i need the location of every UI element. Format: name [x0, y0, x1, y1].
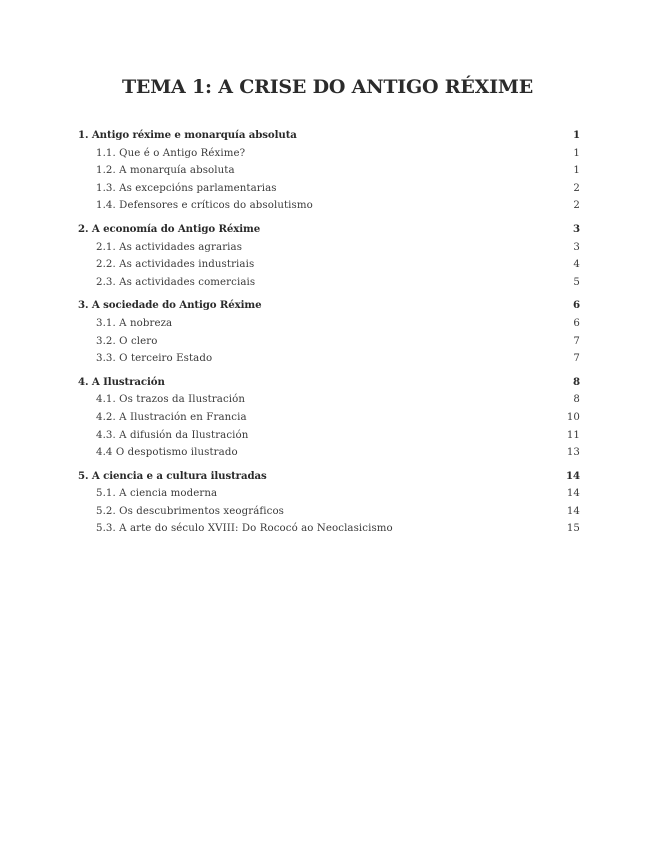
- toc-entry[interactable]: [78, 256, 580, 274]
- toc-entry[interactable]: [78, 180, 580, 198]
- toc-entry[interactable]: [78, 409, 580, 427]
- toc-section-heading[interactable]: [78, 297, 580, 315]
- toc-entry-label: 1.2. A monarquía absoluta: [96, 165, 235, 177]
- toc-section-label: 5. A ciencia e a cultura ilustradas: [78, 469, 267, 482]
- toc-entry-label: 2.1. As actividades agrarias: [96, 241, 243, 253]
- toc-section-heading[interactable]: [78, 127, 580, 145]
- toc-entry-label: 2.2. As actividades industriais: [96, 259, 255, 271]
- toc-entry-label: 1.1. Que é o Antigo Réxime?: [96, 147, 246, 159]
- table-of-contents: [78, 127, 580, 544]
- toc-section-2: [78, 221, 580, 291]
- toc-page-number: 5: [573, 276, 580, 288]
- toc-page-number: 1: [573, 129, 580, 141]
- toc-page-number: 8: [573, 394, 580, 406]
- toc-entry-label: 4.4 O despotismo ilustrado: [96, 447, 238, 459]
- toc-page-number: 1: [573, 147, 580, 159]
- toc-entry-label: 1.4. Defensores e críticos do absolutismo: [96, 200, 313, 212]
- toc-section-5: [78, 468, 580, 538]
- toc-entry[interactable]: [78, 162, 580, 180]
- toc-section-4: [78, 374, 580, 462]
- toc-page-number: 11: [566, 429, 580, 441]
- toc-section-heading[interactable]: [78, 468, 580, 486]
- toc-page-number: 1: [573, 165, 580, 177]
- toc-page-number: 6: [573, 317, 580, 329]
- toc-entry-label: 4.1. Os trazos da Ilustración: [96, 394, 246, 406]
- toc-entry[interactable]: [78, 503, 580, 521]
- toc-entry[interactable]: [78, 427, 580, 445]
- toc-page-number: 14: [566, 488, 580, 500]
- toc-section-heading[interactable]: [78, 374, 580, 392]
- toc-page-number: 13: [566, 447, 580, 459]
- toc-page-number: 3: [573, 241, 580, 253]
- toc-page-number: 7: [573, 353, 580, 365]
- toc-entry[interactable]: [78, 315, 580, 333]
- toc-section-label: 1. Antigo réxime e monarquía absoluta: [78, 129, 297, 141]
- toc-entry-label: 3.2. O clero: [96, 335, 158, 347]
- toc-section-label: 4. A Ilustración: [78, 375, 165, 388]
- toc-entry-label: 2.3. As actividades comerciais: [96, 276, 256, 288]
- toc-section-label: 2. A economía do Antigo Réxime: [78, 222, 261, 235]
- toc-entry[interactable]: [78, 145, 580, 163]
- toc-entry-label: 5.2. Os descubrimentos xeográficos: [96, 505, 285, 517]
- toc-entry-label: 5.1. A ciencia moderna: [96, 488, 218, 500]
- toc-entry-label: 3.1. A nobreza: [96, 317, 173, 329]
- toc-entry[interactable]: [78, 520, 580, 538]
- toc-page-number: 14: [566, 505, 580, 517]
- toc-page-number: 14: [566, 469, 580, 482]
- toc-entry[interactable]: [78, 197, 580, 215]
- toc-page-number: 2: [573, 182, 580, 194]
- document-title: TEMA 1: A CRISE DO ANTIGO RÉXIME: [121, 76, 533, 98]
- toc-page-number: 7: [573, 335, 580, 347]
- toc-section-heading[interactable]: [78, 221, 580, 239]
- toc-section-3: [78, 297, 580, 367]
- toc-entry[interactable]: [78, 391, 580, 409]
- toc-entry-label: 5.3. A arte do século XVIII: Do Rococó ao Neoclasicismo: [96, 523, 393, 535]
- toc-entry-label: 3.3. O terceiro Estado: [96, 353, 213, 365]
- toc-entry[interactable]: [78, 239, 580, 257]
- toc-entry[interactable]: [78, 274, 580, 292]
- toc-entry[interactable]: [78, 350, 580, 368]
- toc-section-label: 3. A sociedade do Antigo Réxime: [78, 299, 262, 312]
- toc-entry-label: 4.2. A Ilustración en Francia: [96, 411, 247, 423]
- toc-entry[interactable]: [78, 444, 580, 462]
- toc-entry[interactable]: [78, 333, 580, 351]
- toc-entry[interactable]: [78, 485, 580, 503]
- toc-section-1: [78, 127, 580, 215]
- toc-page-number: 4: [573, 259, 580, 271]
- toc-page-number: 15: [566, 523, 580, 535]
- toc-entry-label: 1.3. As excepcións parlamentarias: [96, 182, 277, 194]
- toc-page-number: 2: [573, 200, 580, 212]
- toc-page-number: 10: [566, 411, 580, 423]
- toc-entry-label: 4.3. A difusión da Ilustración: [96, 429, 249, 441]
- toc-page-number: 3: [573, 222, 580, 235]
- toc-page-number: 6: [573, 299, 580, 312]
- toc-page-number: 8: [573, 375, 580, 388]
